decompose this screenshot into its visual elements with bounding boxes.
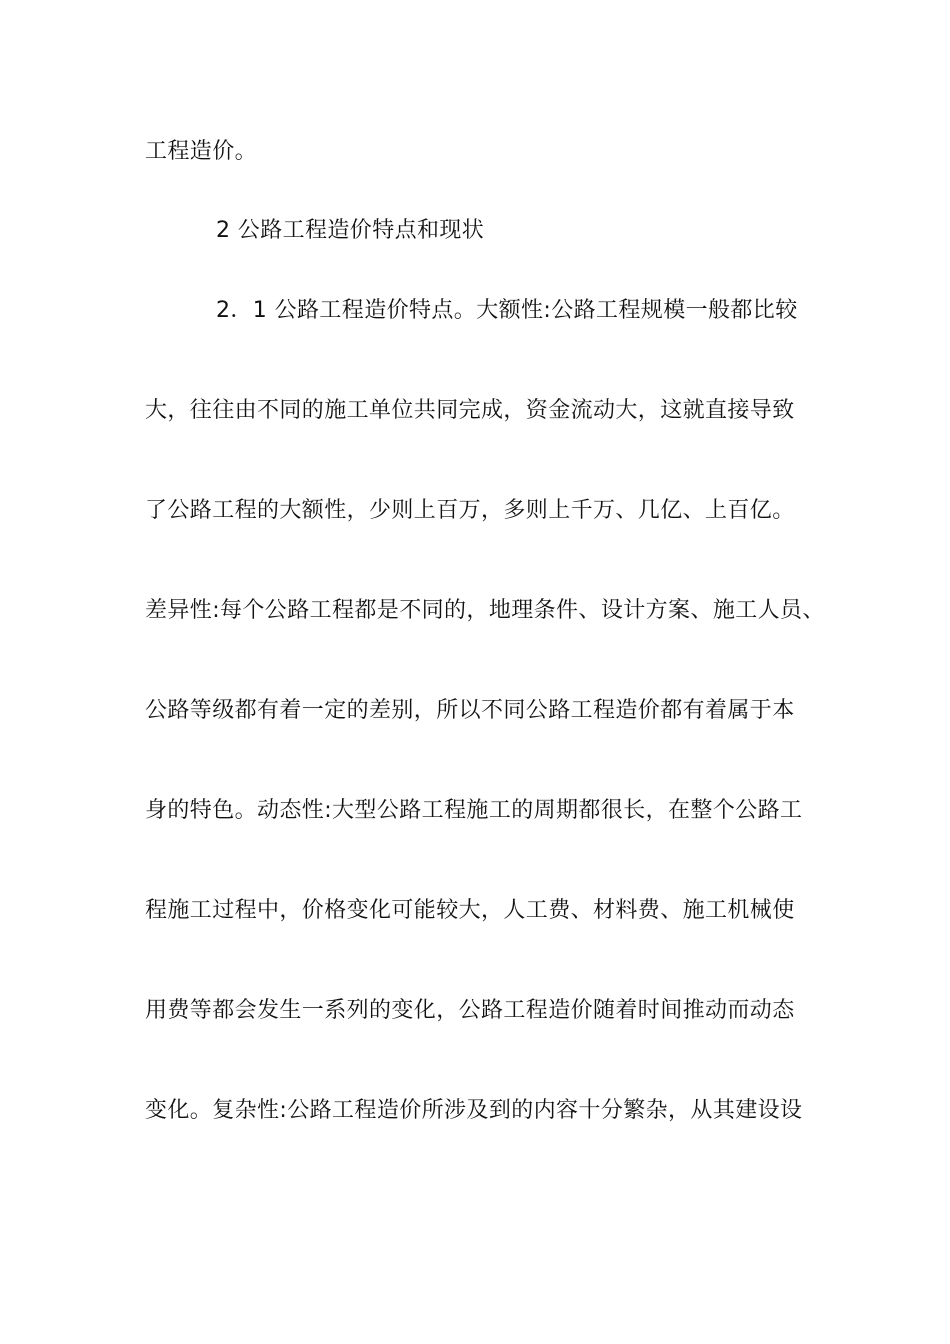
subsection-heading-line: 2．1 公路工程造价特点。大额性:公路工程规模一般都比较 <box>216 298 798 323</box>
text-line-6: 差异性:每个公路工程都是不同的，地理条件、设计方案、施工人员、 <box>145 598 825 623</box>
text-line-9: 程施工过程中，价格变化可能较大，人工费、材料费、施工机械使 <box>145 898 795 923</box>
text-line-11: 变化。复杂性:公路工程造价所涉及到的内容十分繁杂，从其建设设 <box>145 1098 803 1123</box>
section-heading: 2 公路工程造价特点和现状 <box>216 218 485 243</box>
text-line-5: 了公路工程的大额性，少则上百万，多则上千万、几亿、上百亿。 <box>145 498 795 523</box>
text-line-10: 用费等都会发生一系列的变化，公路工程造价随着时间推动而动态 <box>145 998 795 1023</box>
text-line-8: 身的特色。动态性:大型公路工程施工的周期都很长，在整个公路工 <box>145 798 803 823</box>
text-line-4: 大，往往由不同的施工单位共同完成，资金流动大，这就直接导致 <box>145 398 795 423</box>
text-line-7: 公路等级都有着一定的差别，所以不同公路工程造价都有着属于本 <box>145 698 795 723</box>
text-line-1: 工程造价。 <box>145 139 258 164</box>
